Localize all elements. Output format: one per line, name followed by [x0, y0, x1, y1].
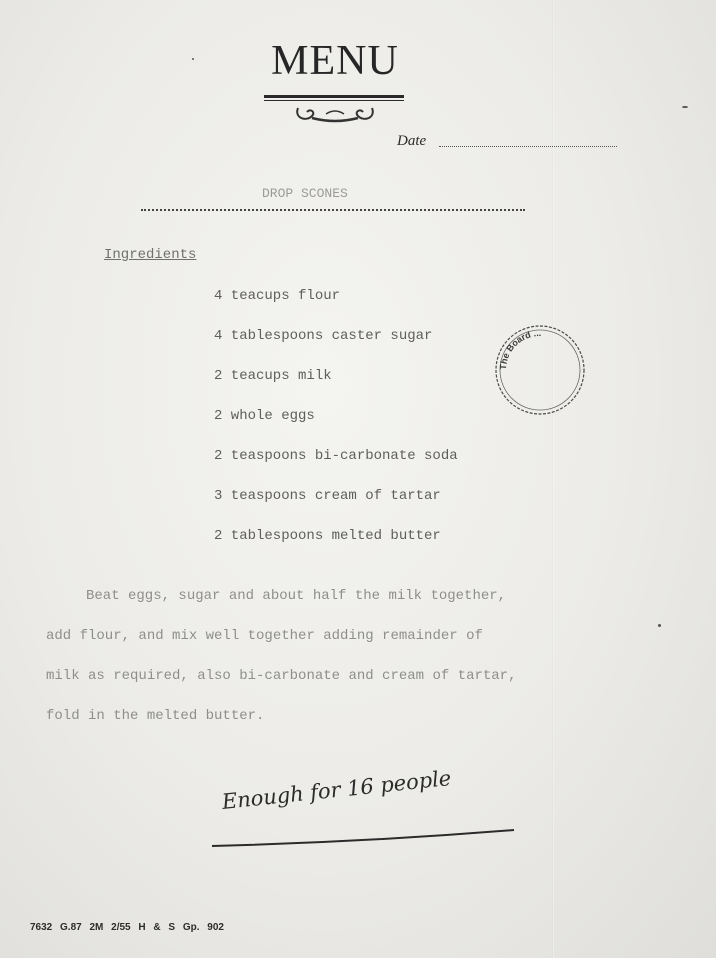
- paper-speck: [192, 58, 194, 60]
- method-line: fold in the melted butter.: [46, 708, 265, 724]
- handwritten-underline: [210, 824, 516, 850]
- ingredient-item: 3 teaspoons cream of tartar: [214, 488, 441, 504]
- ingredient-item: 2 teaspoons bi-carbonate soda: [214, 448, 458, 464]
- print-code: 7632 G.87 2M 2/55 H & S Gp. 902: [30, 922, 224, 933]
- title-dotted-line: [141, 209, 525, 211]
- paper-speck: [682, 106, 688, 108]
- menu-title: MENU: [271, 38, 399, 84]
- date-label: Date: [397, 133, 427, 149]
- title-rule: [264, 95, 404, 98]
- ingredient-list: [214, 286, 458, 566]
- date-dotted-line: [439, 146, 617, 147]
- ingredients-heading: Ingredients: [104, 247, 197, 263]
- paper-speck: [658, 624, 661, 627]
- ingredient-item: 4 teacups flour: [214, 288, 341, 304]
- title-rule-thin: [264, 100, 404, 101]
- method-line: milk as required, also bi-carbonate and cream of tartar,: [46, 668, 517, 684]
- method-line: add flour, and mix well together adding remainder of: [46, 628, 483, 644]
- paper-fold: [552, 0, 554, 958]
- method-paragraph: [46, 586, 626, 746]
- stamp-icon: [492, 322, 588, 418]
- ingredient-item: 4 tablespoons caster sugar: [214, 328, 433, 344]
- stamp-text: The Board ...: [497, 328, 542, 371]
- method-line: Beat eggs, sugar and about half the milk together,: [86, 588, 507, 604]
- ingredient-item: 2 whole eggs: [214, 408, 315, 424]
- svg-text:The Board ...: [498, 328, 541, 370]
- recipe-title: DROP SCONES: [262, 186, 348, 201]
- handwritten-note: Enough for 16 people: [220, 765, 453, 814]
- ornament-icon: [292, 104, 378, 126]
- ingredient-item: 2 tablespoons melted butter: [214, 528, 441, 544]
- ingredient-item: 2 teacups milk: [214, 368, 332, 384]
